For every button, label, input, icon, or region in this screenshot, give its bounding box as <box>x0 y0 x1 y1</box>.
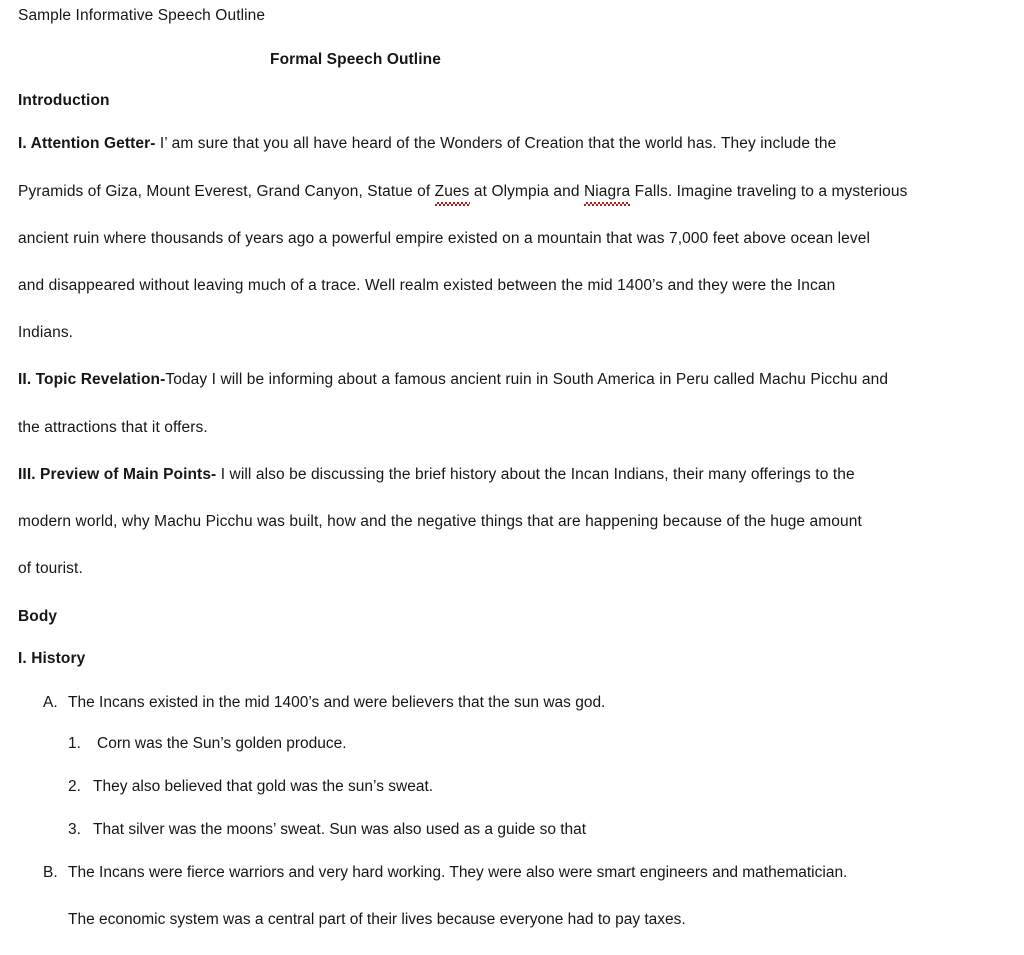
outline-marker-a: A. <box>43 694 58 711</box>
point-attention-getter-line5: Indians. <box>18 324 74 341</box>
document-header-title: Sample Informative Speech Outline <box>18 7 266 24</box>
outline-item-2 <box>68 777 433 797</box>
outline-item-1 <box>68 734 347 754</box>
outline-text-1: Corn was the Sun’s golden produce. <box>97 735 347 752</box>
point-preview-main-points-line1 <box>18 465 855 485</box>
section-heading-history: I. History <box>18 650 86 667</box>
outline-text-3: That silver was the moons’ sweat. Sun was also used as a guide so that <box>93 821 587 838</box>
point-preview-main-points-text-a: I will also be discussing the brief history about the Incan Indians, their many offerings to the <box>216 466 855 483</box>
point-preview-main-points-label: III. Preview of Main Points- <box>18 466 217 483</box>
section-heading-body: Body <box>18 608 58 625</box>
outline-text-continuation: The economic system was a central part of their lives because everyone had to pay taxes. <box>68 911 686 928</box>
attention-getter-text-b-mid: at Olympia and <box>469 183 584 200</box>
outline-item-b <box>43 863 847 883</box>
point-attention-getter-label: I. Attention Getter- <box>18 135 156 152</box>
point-attention-getter-line1 <box>18 134 836 154</box>
outline-text-a: The Incans existed in the mid 1400’s and were believers that the sun was god. <box>68 694 606 711</box>
point-attention-getter-text-a: I’ am sure that you all have heard of the Wonders of Creation that the world has. They include the <box>155 135 837 152</box>
point-attention-getter-line2 <box>18 182 907 202</box>
document-title: Formal Speech Outline <box>270 51 441 68</box>
outline-marker-2: 2. <box>68 778 81 795</box>
point-preview-main-points-line2: modern world, why Machu Picchu was built, how and the negative things that are happening because of the huge amount <box>18 513 862 530</box>
outline-text-2: They also believed that gold was the sun’s sweat. <box>93 778 434 795</box>
misspelled-word-zues: Zues <box>434 183 470 200</box>
point-topic-revelation-label: II. Topic Revelation- <box>18 371 166 388</box>
outline-marker-b: B. <box>43 864 58 881</box>
point-attention-getter-line4: and disappeared without leaving much of a trace. Well realm existed between the mid 1400’s and they were the Incan <box>18 277 836 294</box>
attention-getter-text-b-post: Falls. Imagine traveling to a mysterious <box>630 183 908 200</box>
outline-text-b: The Incans were fierce warriors and very hard working. They were also were smart engineers and mathematician. <box>68 864 848 881</box>
point-topic-revelation-line2: the attractions that it offers. <box>18 419 208 436</box>
section-heading-introduction: Introduction <box>18 92 110 109</box>
outline-item-a <box>43 693 605 713</box>
outline-marker-1: 1. <box>68 735 81 752</box>
attention-getter-text-b-pre: Pyramids of Giza, Mount Everest, Grand Canyon, Statue of <box>18 183 435 200</box>
outline-item-3 <box>68 820 586 840</box>
point-attention-getter-line3: ancient ruin where thousands of years ago a powerful empire existed on a mountain that was 7,000 feet above ocean level <box>18 230 871 247</box>
outline-marker-3: 3. <box>68 821 81 838</box>
point-topic-revelation-line1 <box>18 370 888 390</box>
outline-item-continuation <box>68 910 686 930</box>
point-preview-main-points-line3: of tourist. <box>18 560 83 577</box>
point-topic-revelation-text-a: Today I will be informing about a famous ancient ruin in South America in Peru called Machu Picchu and <box>165 371 889 388</box>
misspelled-word-niagra: Niagra <box>583 183 631 200</box>
